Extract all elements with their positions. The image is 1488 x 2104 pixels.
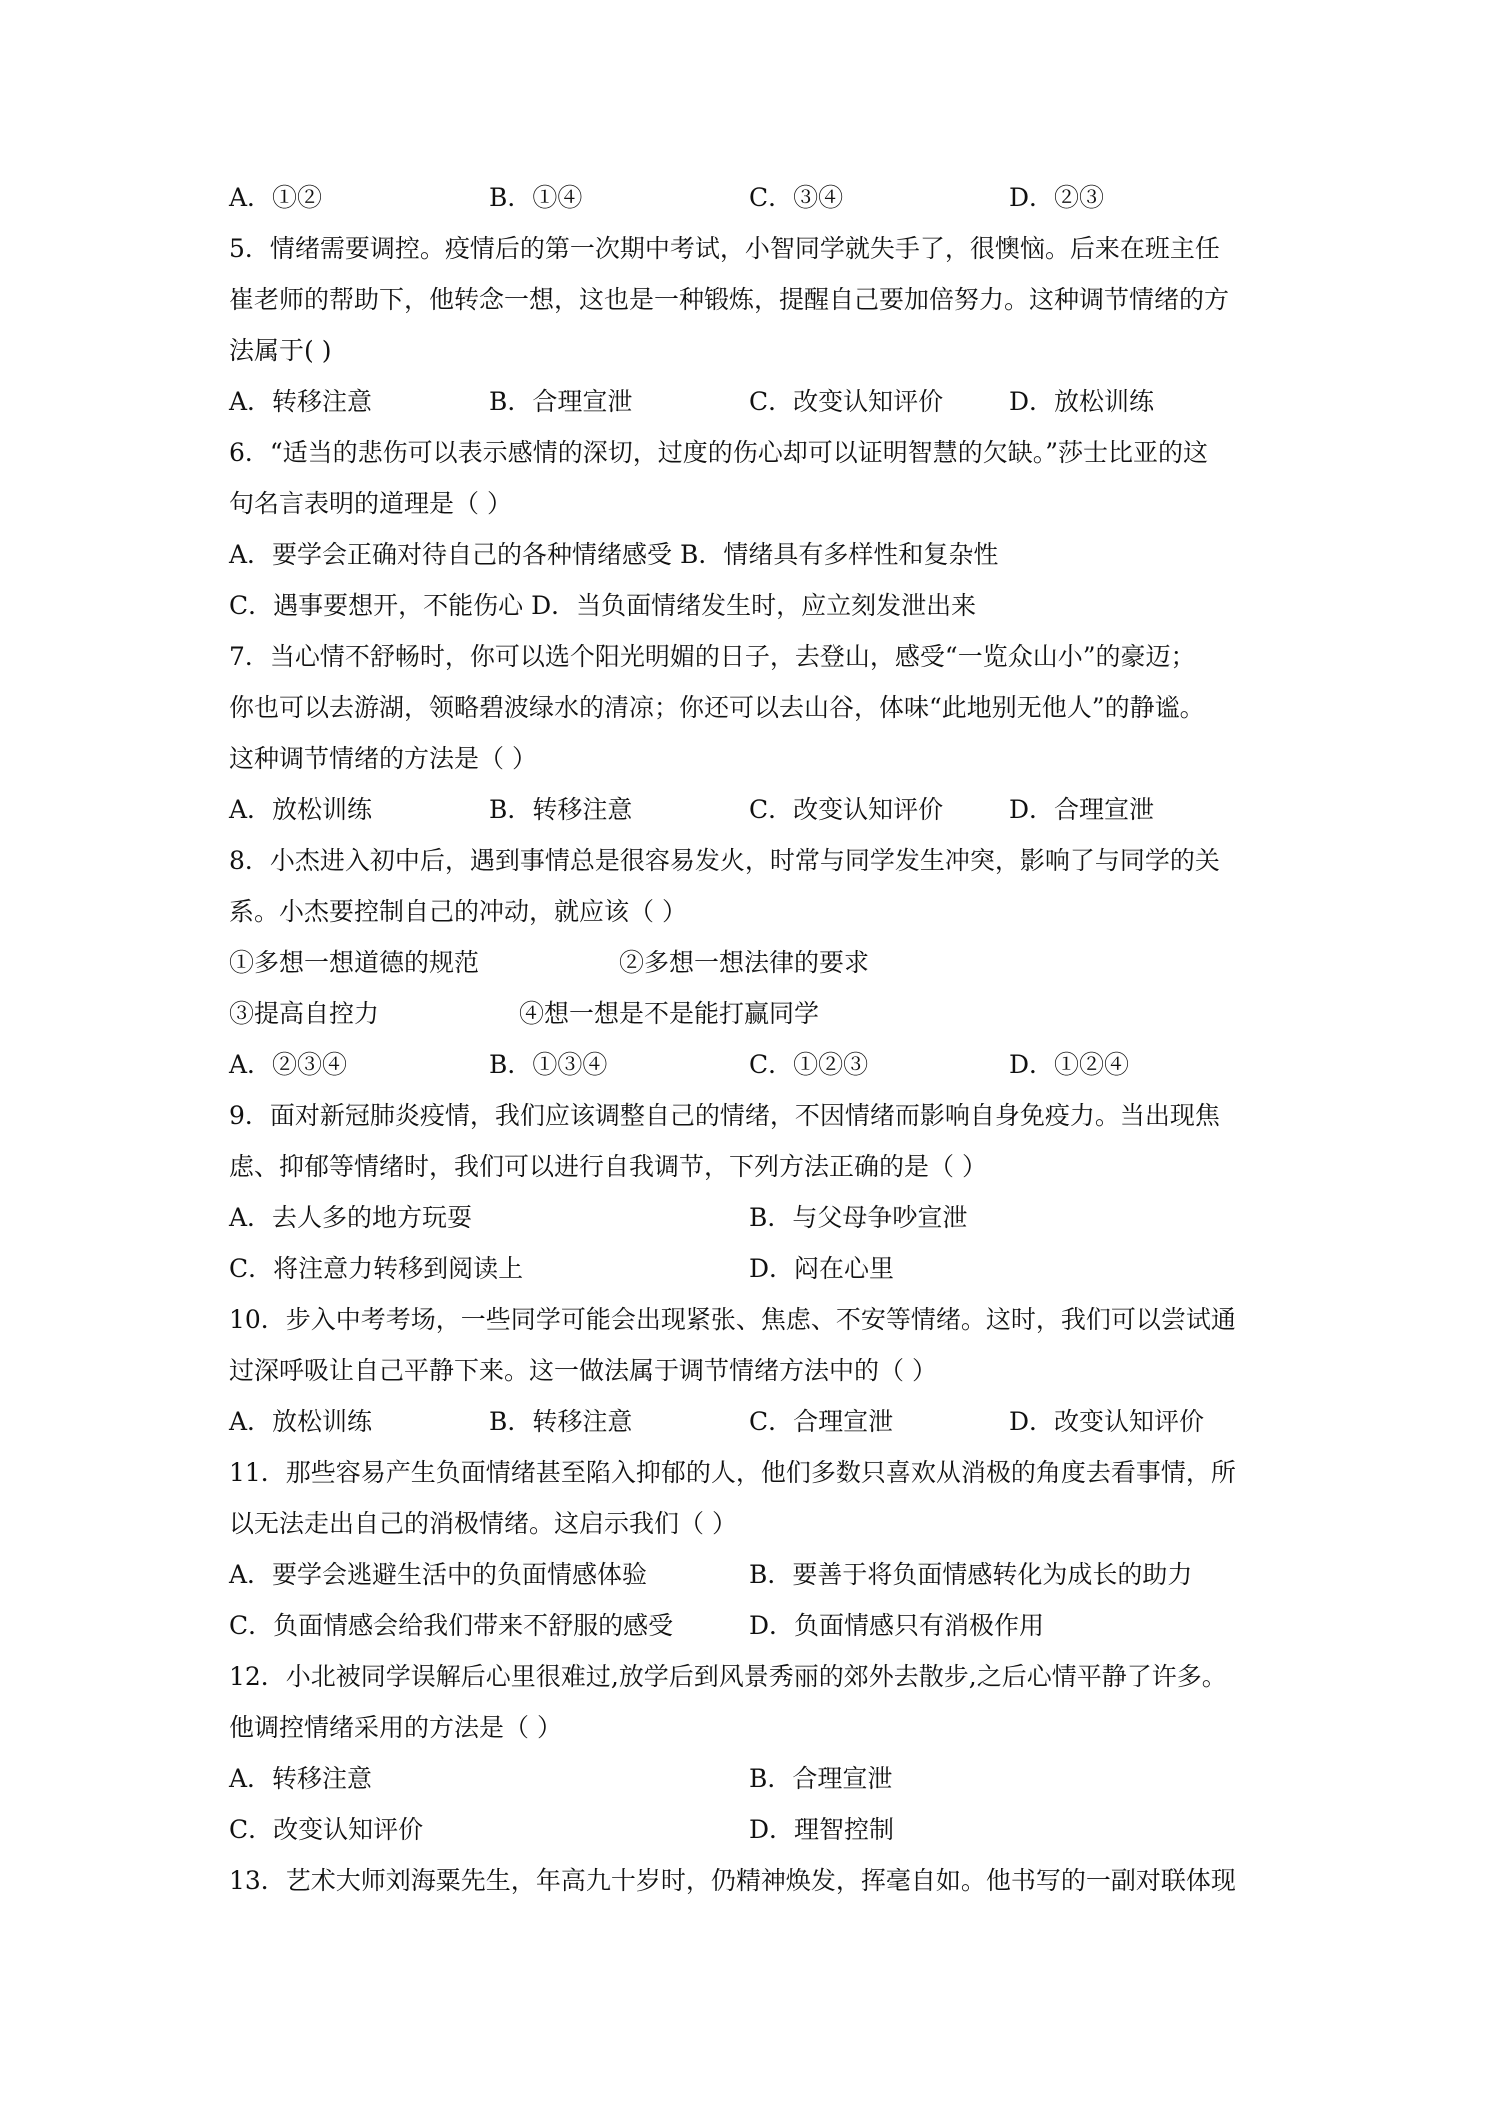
q5-stem-line: 崔老师的帮助下，他转念一想，这也是一种锻炼，提醒自己要加倍努力。这种调节情绪的方 <box>229 285 1230 314</box>
q8-option-d[interactable]: D．①②④ <box>1009 1050 1130 1079</box>
q7-stem-line: 你也可以去游湖，领略碧波绿水的清凉；你还可以去山谷，体味“此地别无他人”的静谧。 <box>229 693 1205 722</box>
q10-option-b[interactable]: B．转移注意 <box>489 1407 633 1436</box>
q7-option-d[interactable]: D．合理宣泄 <box>1009 795 1155 824</box>
q7-options <box>229 793 1269 827</box>
q8-statements-row <box>229 946 1269 980</box>
q7-stem-line: 这种调节情绪的方法是（ ） <box>229 744 537 773</box>
q9-stem-line: 虑、抑郁等情绪时，我们可以进行自我调节，下列方法正确的是（ ） <box>229 1152 987 1181</box>
q6-options-line[interactable]: C．遇事要想开，不能伤心 D．当负面情绪发生时，应立刻发泄出来 <box>229 591 977 620</box>
q5-option-c[interactable]: C．改变认知评价 <box>749 387 944 416</box>
q11-stem-line: 11．那些容易产生负面情绪甚至陷入抑郁的人，他们多数只喜欢从消极的角度去看事情，所 <box>229 1458 1236 1487</box>
q9-option-d[interactable]: D．闷在心里 <box>749 1254 895 1283</box>
q11-option-a[interactable]: A．要学会逃避生活中的负面情感体验 <box>229 1560 648 1589</box>
q10-option-d[interactable]: D．改变认知评价 <box>1009 1407 1205 1436</box>
q9-option-b[interactable]: B．与父母争吵宣泄 <box>749 1203 968 1232</box>
q8-statement-1: ①多想一想道德的规范 <box>229 948 480 977</box>
q11-options-row <box>229 1558 1269 1592</box>
q8-statements-row <box>229 997 1269 1031</box>
q8-option-c[interactable]: C．①②③ <box>749 1050 869 1079</box>
q12-stem-line: 12．小北被同学误解后心里很难过,放学后到风景秀丽的郊外去散步,之后心情平静了许多。 <box>229 1662 1227 1691</box>
q10-stem-line: 10．步入中考考场，一些同学可能会出现紧张、焦虑、不安等情绪。这时，我们可以尝试通 <box>229 1305 1236 1334</box>
q5-options <box>229 385 1269 419</box>
q6-options-line[interactable]: A．要学会正确对待自己的各种情绪感受 B．情绪具有多样性和复杂性 <box>229 540 999 569</box>
q4-option-d[interactable]: D．②③ <box>1009 183 1105 212</box>
q5-option-b[interactable]: B．合理宣泄 <box>489 387 633 416</box>
q9-option-c[interactable]: C．将注意力转移到阅读上 <box>229 1254 524 1283</box>
q12-option-a[interactable]: A．转移注意 <box>229 1764 373 1793</box>
q11-option-c[interactable]: C．负面情感会给我们带来不舒服的感受 <box>229 1611 674 1640</box>
q11-stem-line: 以无法走出自己的消极情绪。这启示我们（ ） <box>229 1509 737 1538</box>
q8-stem-line: 8．小杰进入初中后，遇到事情总是很容易发火，时常与同学发生冲突，影响了与同学的关 <box>229 846 1220 875</box>
q10-option-c[interactable]: C．合理宣泄 <box>749 1407 894 1436</box>
q13-stem-line: 13．艺术大师刘海粟先生，年高九十岁时，仍精神焕发，挥毫自如。他书写的一副对联体现 <box>229 1866 1236 1895</box>
q7-option-a[interactable]: A．放松训练 <box>229 795 373 824</box>
q12-options-row <box>229 1762 1269 1796</box>
q12-option-d[interactable]: D．理智控制 <box>749 1815 895 1844</box>
q11-option-d[interactable]: D．负面情感只有消极作用 <box>749 1611 1045 1640</box>
q9-option-a[interactable]: A．去人多的地方玩耍 <box>229 1203 473 1232</box>
q7-stem-line: 7．当心情不舒畅时，你可以选个阳光明媚的日子，去登山，感受“一览众山小”的豪迈； <box>229 642 1196 671</box>
q12-stem-line: 他调控情绪采用的方法是（ ） <box>229 1713 562 1742</box>
q4-options <box>229 181 1269 215</box>
q8-option-b[interactable]: B．①③④ <box>489 1050 608 1079</box>
q7-option-c[interactable]: C．改变认知评价 <box>749 795 944 824</box>
q10-option-a[interactable]: A．放松训练 <box>229 1407 373 1436</box>
q11-options-row <box>229 1609 1269 1643</box>
q8-statement-2: ②多想一想法律的要求 <box>619 948 870 977</box>
q8-stem-line: 系。小杰要控制自己的冲动，就应该（ ） <box>229 897 687 926</box>
q5-option-a[interactable]: A．转移注意 <box>229 387 373 416</box>
q10-stem-line: 过深呼吸让自己平静下来。这一做法属于调节情绪方法中的（ ） <box>229 1356 937 1385</box>
q8-option-a[interactable]: A．②③④ <box>229 1050 348 1079</box>
q5-stem-line: 5．情绪需要调控。疫情后的第一次期中考试，小智同学就失手了，很懊恼。后来在班主任 <box>229 234 1220 263</box>
q4-option-a[interactable]: A．①② <box>229 183 323 212</box>
q12-options-row <box>229 1813 1269 1847</box>
q10-options <box>229 1405 1269 1439</box>
q6-stem-line: 6．“适当的悲伤可以表示感情的深切，过度的伤心却可以证明智慧的欠缺。”莎士比亚的这 <box>229 438 1208 467</box>
q9-options-row <box>229 1201 1269 1235</box>
q8-options <box>229 1048 1269 1082</box>
q11-option-b[interactable]: B．要善于将负面情感转化为成长的助力 <box>749 1560 1193 1589</box>
q8-statement-3: ③提高自控力 <box>229 999 380 1028</box>
q6-stem-line: 句名言表明的道理是（ ） <box>229 489 512 518</box>
q9-stem-line: 9．面对新冠肺炎疫情，我们应该调整自己的情绪，不因情绪而影响自身免疫力。当出现焦 <box>229 1101 1220 1130</box>
q9-options-row <box>229 1252 1269 1286</box>
q5-option-d[interactable]: D．放松训练 <box>1009 387 1155 416</box>
q4-option-c[interactable]: C．③④ <box>749 183 844 212</box>
q12-option-c[interactable]: C．改变认知评价 <box>229 1815 424 1844</box>
q7-option-b[interactable]: B．转移注意 <box>489 795 633 824</box>
q12-option-b[interactable]: B．合理宣泄 <box>749 1764 893 1793</box>
q8-statement-4: ④想一想是不是能打赢同学 <box>519 999 820 1028</box>
q5-stem-line: 法属于( ) <box>229 336 332 365</box>
q4-option-b[interactable]: B．①④ <box>489 183 583 212</box>
